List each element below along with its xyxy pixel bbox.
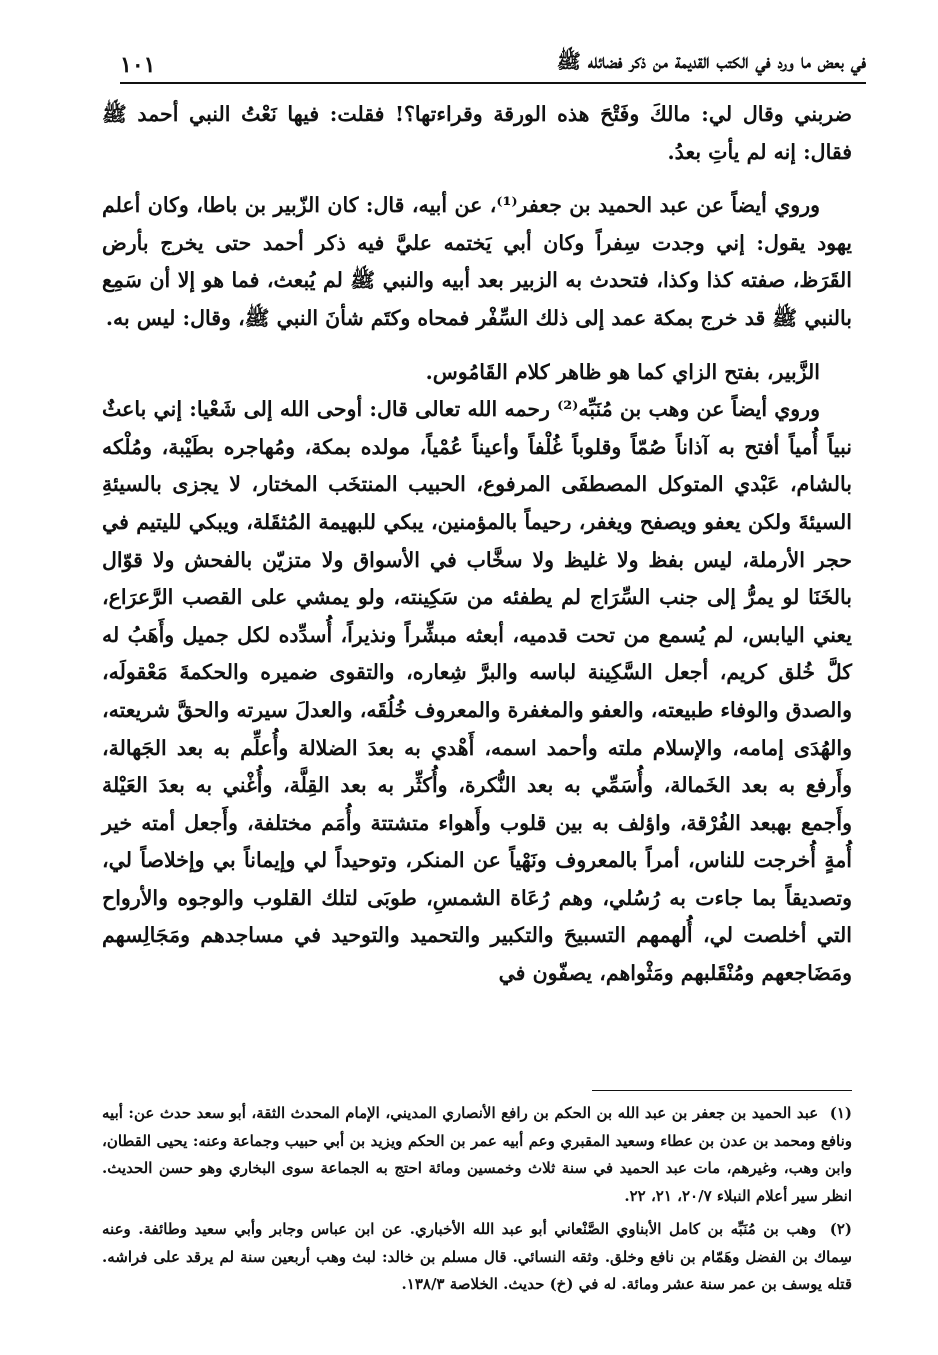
paragraph: الزَّبير، بفتح الزاي كما هو ظاهر كلام القَامُوس. (425, 359, 820, 384)
footnote-divider (592, 1090, 852, 1091)
paragraph: وروي أيضاً عن وهب بن مُنَبِّه⁽²⁾ رحمه الله تعالى قال: أوحى الله إلى شَعْيا: إني باعثٌ نبياً أُمياً أفتح به آذاناً صُمّاً وقلوباً غُلْفاً وأعيناً عُمْياً، مولده بمكة، ومُهاجره بطَيْبة، ومُلْكه بالشام، عَبْدي المتوكل المصطفَى المرفوع، الحبيب المنتخَب المختار، لا يجزى بالسيئةِ السيئةَ ولكن يعفو ويصفح ويغفر، رحيماً بالمؤمنين، يبكي للبهيمة المُثقَلة، ويبكي لليتيم في حجر الأرملة، ليس بفظ ولا غليظ ولا سخَّاب في الأسواق ولا متزيّن بالفحش ولا قوّال بالخَنَا لو يمرُّ إلى جنب السِّرَاج لم يطفئه من سَكِينته، ولو يمشي على القصب الرَّعرَاع، يعني اليابس، لم يُسمع من تحت قدميه، أبعثه مبشِّراً ونذيراً، أُسدِّده لكل جميل وأَهَبُ له كلَّ خُلق كريم، أجعل السَّكِينة لباسه والبرَّ شِعاره، والتقوى ضميره والحكمةَ مَعْقولَه، والصدق والوفاء طبيعته، والعفو والمغفرة والمعروف خُلُقَه، والعدلَ سيرته والحقَّ شريعته، والهُدَى إمامه، والإسلام ملته وأحمد اسمه، أَهْدي به بعدَ الضلالة وأُعلِّم به بعد الجَهالة، وأَرفع به بعد الخَمالة، وأُسَمِّي به بعد النُّكرة، وأُكثِّر به بعد القِلَّة، وأُغْني به بعدَ العَيْلة وأَجمع بهبعد الفُرْقة، واؤلف به بين قلوب وأَهواء متشتتة وأُمَم مختلفة، وأَجعل أمته خير أُمةٍ أُخرجت للناس، أمراً بالمعروف ونَهْياً عن المنكر، وتوحيداً لي وإيماناً بي وإخلاصاً لي، وتصديقاً بما جاءت به رُسُلي، وهم رُعَاة الشمسِ، طوبَى لتلك القلوب والوجوه والأرواح التي أخلصت لي، أُلهمهم التسبيحَ والتكبير والتحميد والتوحيد في مساجدهم ومَجَالِسهم ومَضَاجعهم ومُنْقَلبهم ومَثْواهم، يصفّون في (102, 397, 852, 986)
main-text (102, 96, 852, 993)
page-number: ١٠١ (120, 52, 156, 78)
running-title: في بعض ما ورد في الكتب القديمة من ذكر فضائله ﷺ (556, 49, 866, 73)
footnote (102, 1216, 852, 1299)
footnote (102, 1100, 852, 1210)
paragraph: ضربني وقال لي: مالكَ وفَتْحَ هذه الورقة وقراءتها؟! فقلت: فيها نَعْتُ النبي أحمد ﷺ فقال: إنه لم يأتِ بعدُ. (102, 102, 852, 164)
footnote-text: وهب بن مُنَبِّه بن كامل الأبناوي الصَّنْعاني أبو عبد الله الأخباري. عن ابن عباس وجابر وأبي سعيد وطائفة. وعنه سِماك بن الفضل وهَمّام بن نافع وخلق. وثقه النسائي. قال مسلم بن خالد: لبث وهب أربعين سنة لم يرقد على فراشه. قتله يوسف بن عمر سنة عشر ومائة. له في (خ) حديث. الخلاصة ١٣٨/٣. (102, 1220, 852, 1293)
paragraph: وروي أيضاً عن عبد الحميد بن جعفر⁽¹⁾، عن أبيه، قال: كان الزّبير بن باطا، وكان أعلم يهود يقول: إني وجدت سِفراً وكان أبي يَختمه عليَّ فيه ذكر أحمد حتى يخرج بأرض القَرَظ، صفته كذا وكذا، فتحدث به الزبير بعد أبيه والنبي ﷺ لم يُبعث، فما هو إلا أن سَمِع بالنبي ﷺ قد خرج بمكة عمد إلى ذلك السِّفْر فمحاه وكتَم شأنَ النبي ﷺ، وقال: ليس به. (102, 193, 852, 330)
footnote-text: عبد الحميد بن جعفر بن عبد الله بن الحكم بن رافع الأنصاري المديني، الإمام المحدث الثقة، أبو سعد حدث عن: أبيه ونافع ومحمد بن عدن بن عطاء وسعيد المقبري وعم أبيه عمر بن الحكم ويزيد بن أبي حبيب وجماعة وعنه: يحيى القطان، وابن وهب، وغيرهم، مات عبد الحميد في سنة ثلاث وخمسين ومائة احتج به الجماعة سوى البخاري وهو حسن الحديث. انظر سير أعلام النبلاء ٢٠/٧، ٢١، ٢٢. (102, 1104, 852, 1205)
page-header (120, 34, 866, 84)
footnotes (102, 1100, 852, 1305)
footnote-number: (١) (829, 1104, 852, 1122)
footnote-number: (٢) (829, 1220, 852, 1238)
